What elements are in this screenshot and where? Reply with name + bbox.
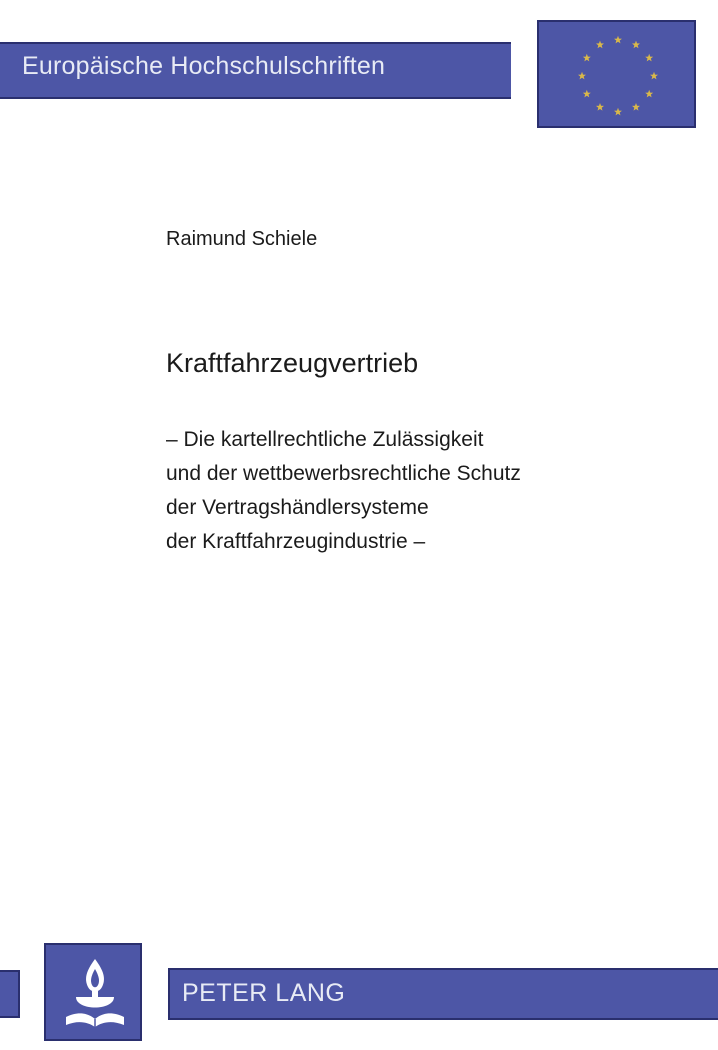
eu-emblem	[537, 20, 696, 128]
star-icon	[645, 54, 653, 62]
publisher-banner	[168, 968, 718, 1020]
star-icon	[632, 103, 640, 111]
eu-stars-circle-icon	[539, 22, 698, 130]
star-icon	[583, 54, 591, 62]
star-icon	[614, 108, 622, 116]
subtitle-line: und der wettbewerbsrechtliche Schutz	[166, 462, 521, 485]
series-banner	[0, 42, 511, 99]
star-icon	[645, 90, 653, 98]
author-name: Raimund Schiele	[166, 228, 318, 250]
star-icon	[596, 103, 604, 111]
star-icon	[650, 72, 658, 80]
publisher-name: PETER LANG	[182, 979, 346, 1007]
book-subtitle	[166, 423, 521, 559]
subtitle-line: – Die kartellrechtliche Zulässigkeit	[166, 428, 484, 451]
star-icon	[578, 72, 586, 80]
series-title: Europäische Hochschulschriften	[22, 52, 386, 80]
star-icon	[583, 90, 591, 98]
footer-left-stub	[0, 970, 20, 1018]
book-title: Kraftfahrzeugvertrieb	[166, 348, 419, 378]
peter-lang-lamp-logo-icon	[46, 945, 144, 1043]
subtitle-line: der Kraftfahrzeugindustrie –	[166, 530, 426, 553]
publisher-logo	[44, 943, 142, 1041]
star-icon	[596, 41, 604, 49]
star-icon	[632, 41, 640, 49]
subtitle-line: der Vertragshändlersysteme	[166, 496, 429, 519]
star-icon	[614, 36, 622, 44]
